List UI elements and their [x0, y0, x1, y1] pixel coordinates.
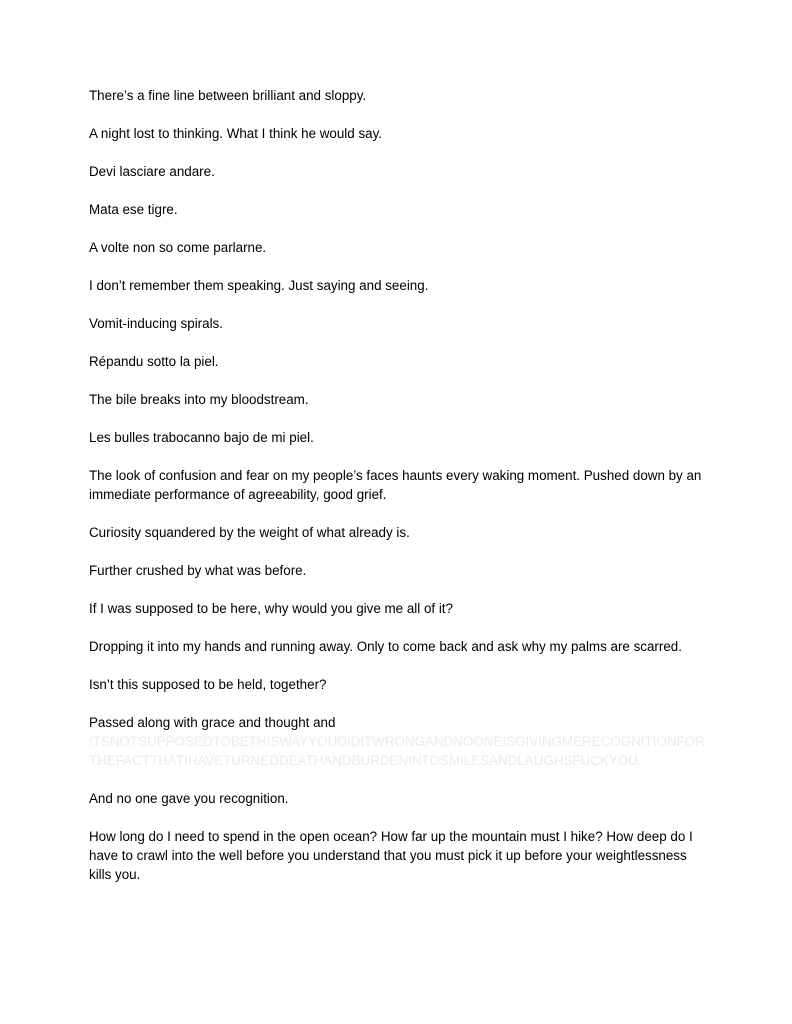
paragraph — [89, 428, 705, 447]
paragraph — [89, 124, 705, 143]
paragraph-text: Mata ese tigre. — [89, 202, 178, 217]
paragraph-text: The look of confusion and fear on my people’s faces haunts every waking moment. Pushed down by an immediate performance of agreeability, good grief. — [89, 468, 702, 502]
paragraph-text: And no one gave you recognition. — [89, 791, 289, 806]
paragraph — [89, 675, 705, 694]
paragraph — [89, 238, 705, 257]
paragraph-text: Further crushed by what was before. — [89, 563, 307, 578]
paragraph — [89, 561, 705, 580]
paragraph — [89, 162, 705, 181]
paragraph — [89, 789, 705, 808]
paragraph — [89, 352, 705, 371]
paragraph-text: Isn’t this supposed to be held, together? — [89, 677, 327, 692]
paragraph-text: Répandu sotto la piel. — [89, 354, 219, 369]
paragraph-text: There’s a fine line between brilliant and sloppy. — [89, 88, 367, 103]
paragraph — [89, 276, 705, 295]
paragraph — [89, 599, 705, 618]
paragraph — [89, 466, 705, 504]
paragraph — [89, 390, 705, 409]
paragraph-text: Vomit-inducing spirals. — [89, 316, 223, 331]
paragraph-text: Devi lasciare andare. — [89, 164, 215, 179]
paragraph-with-suppressed-text — [89, 713, 705, 770]
paragraph-text: A volte non so come parlarne. — [89, 240, 267, 255]
paragraph — [89, 86, 705, 105]
paragraph-text: Curiosity squandered by the weight of what already is. — [89, 525, 410, 540]
paragraph — [89, 637, 705, 656]
paragraph — [89, 827, 705, 884]
paragraph-text: If I was supposed to be here, why would you give me all of it? — [89, 601, 453, 616]
paragraph-text: The bile breaks into my bloodstream. — [89, 392, 309, 407]
paragraph-text: Les bulles trabocanno bajo de mi piel. — [89, 430, 314, 445]
paragraph — [89, 523, 705, 542]
paragraph — [89, 200, 705, 219]
paragraph-text: How long do I need to spend in the open ocean? How far up the mountain must I hike? How deep do I have to crawl into the well before you understand that you must pick it up before your weightlessness kills you. — [89, 829, 693, 882]
paragraph-text: Dropping it into my hands and running away. Only to come back and ask why my palms are scarred. — [89, 639, 682, 654]
paragraph-text: A night lost to thinking. What I think he would say. — [89, 126, 383, 141]
document-content — [89, 86, 705, 903]
suppressed-text: ITSNOTSUPPOSEDTOBETHISWAYYOUDIDITWRONGANDNOONEISGIVINGMERECOGNITIONFORTHEFACTTHATIHAVETURNEDDEATHANDBURDENINTOSMILESANDLAUGHSFUCKYOU. — [89, 734, 705, 768]
paragraph — [89, 314, 705, 333]
paragraph-text: Passed along with grace and thought and — [89, 715, 336, 730]
paragraph-text: I don’t remember them speaking. Just saying and seeing. — [89, 278, 429, 293]
